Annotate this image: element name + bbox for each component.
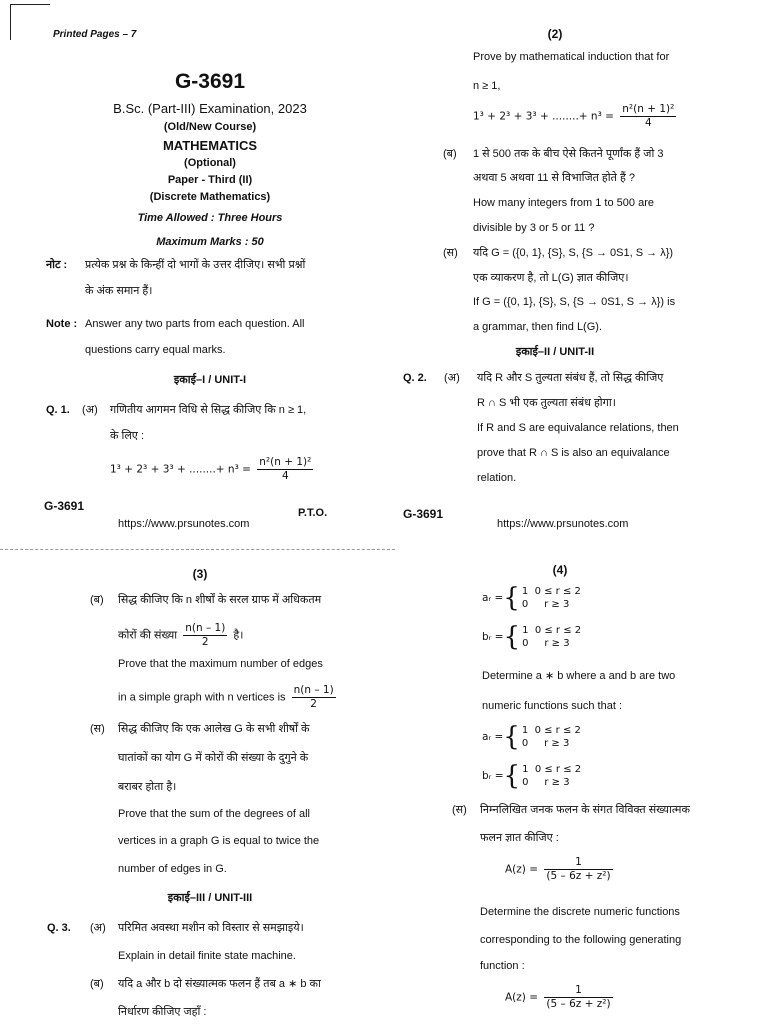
determine-line-1: Determine a ∗ b where a and b are two	[482, 670, 676, 682]
q3b-hindi-line-2: निर्धारण कीजिए जहाँ :	[118, 1006, 207, 1018]
function-b-definition	[482, 763, 581, 789]
maximum-marks: Maximum Marks : 50	[156, 236, 264, 248]
unit-heading: इकाई–I / UNIT-I	[173, 374, 247, 386]
equation-fraction	[257, 456, 313, 483]
note-english-label: Note :	[46, 318, 78, 330]
footer-paper-code: G-3691	[403, 507, 444, 521]
function-b-definition	[482, 624, 581, 650]
part-label: (अ)	[90, 922, 106, 934]
equation-fraction	[620, 103, 676, 130]
fraction-denominator: (5 – 6z + z²)	[546, 870, 611, 882]
part-b-english-line-2	[118, 684, 339, 711]
part-c-hindi-line-3: बराबर होता है।	[118, 781, 177, 793]
fraction-numerator: n²(n + 1)²	[622, 103, 675, 115]
case-1-value: 1	[521, 725, 529, 736]
part-c-hindi-line-1: सिद्ध कीजिए कि एक आलेख G के सभी शीर्षों के	[118, 723, 310, 735]
determine-line-2: numeric functions such that :	[482, 700, 623, 712]
case-1-value: 1	[522, 625, 529, 636]
note-english-line-2: questions carry equal marks.	[85, 344, 226, 356]
q2a-english-line-1: If R and S are equivalance relations, then	[477, 422, 679, 434]
page-number: (2)	[547, 27, 563, 41]
equation-lhs: 1³ + 2³ + 3³ + ........+ n³ =	[110, 463, 251, 476]
footer-paper-code: G-3691	[44, 499, 85, 513]
function-a-label: aᵣ =	[482, 731, 504, 743]
part-label: (ब)	[443, 148, 457, 160]
part-b-hindi-line-1: सिद्ध कीजिए कि n शीर्षों के सरल ग्राफ में अधिकतम	[118, 594, 322, 606]
part-b-english-line-1: Prove that the maximum number of edges	[118, 658, 323, 670]
paper-number: Paper - Third (II)	[167, 174, 253, 186]
case-2-condition: r ≥ 3	[544, 599, 570, 610]
case-brace: {	[503, 583, 520, 613]
part-c-hindi-line-2: घातांकों का योग G में कोरों की संख्या के दुगुने के	[118, 752, 309, 764]
function-a-definition	[482, 724, 581, 750]
case-brace: {	[503, 622, 521, 652]
function-a-definition	[482, 585, 581, 611]
part-b-hindi-line-2	[118, 622, 243, 649]
generating-function-lhs: A(z) =	[505, 991, 539, 1004]
part-label: (अ)	[82, 404, 98, 416]
course-type: (Old/New Course)	[163, 121, 257, 133]
induction-equation	[110, 456, 316, 483]
case-1-condition: 0 ≤ r ≤ 2	[534, 764, 582, 775]
case-2-condition: r ≥ 3	[544, 638, 570, 649]
case-brace: {	[503, 722, 520, 752]
case-1-value: 1	[521, 586, 529, 597]
case-2-condition: r ≥ 3	[544, 738, 570, 749]
note-hindi-line-2: के अंक समान हैं।	[85, 285, 153, 297]
part-label: (स)	[452, 804, 467, 816]
prove-line-2: n ≥ 1,	[473, 80, 501, 92]
case-2-condition: r ≥ 3	[544, 777, 570, 788]
fraction-denominator: 2	[310, 698, 317, 710]
page-number: (4)	[552, 563, 568, 577]
generating-function-fraction	[544, 856, 612, 883]
page-corner-mark	[10, 4, 11, 40]
case-1-condition: 0 ≤ r ≤ 2	[534, 586, 581, 597]
fraction-denominator: 4	[281, 470, 289, 482]
question-text-line-2: के लिए :	[110, 430, 145, 442]
function-b-label: bᵣ =	[482, 631, 504, 643]
unit-heading: इकाई–II / UNIT-II	[515, 346, 595, 358]
q2a-english-line-2: prove that R ∩ S is also an equivalance	[477, 447, 670, 459]
part-b-hindi-end: है।	[233, 629, 244, 642]
piecewise-cases	[522, 585, 581, 611]
note-hindi-line-1: प्रत्येक प्रश्न के किन्हीं दो भागों के उत्तर दीजिए। सभी प्रश्नों	[85, 259, 306, 271]
piecewise-cases	[522, 624, 581, 650]
equation-lhs: 1³ + 2³ + 3³ + ........+ n³ =	[473, 110, 614, 123]
part-label: (ब)	[90, 594, 104, 606]
case-1-condition: 0 ≤ r ≤ 2	[534, 725, 581, 736]
question-label: Q. 2.	[403, 372, 427, 384]
q3a-english: Explain in detail finite state machine.	[118, 950, 296, 962]
note-english-line-1: Answer any two parts from each question. All	[85, 318, 305, 330]
paper-code-title: G-3691	[174, 70, 246, 93]
case-1-value: 1	[522, 764, 529, 775]
part-label: (स)	[90, 723, 105, 735]
max-edges-fraction	[183, 622, 227, 649]
piecewise-cases	[522, 724, 581, 750]
generating-function-lhs: A(z) =	[505, 863, 539, 876]
paper-title: (Discrete Mathematics)	[149, 191, 271, 203]
part-b-hindi-line-1: 1 से 500 तक के बीच ऐसे कितने पूर्णांक हैं जो 3	[473, 148, 664, 160]
part-c-english-line-1: Determine the discrete numeric functions	[480, 906, 680, 918]
generating-function-fraction	[544, 984, 612, 1011]
note-hindi-label: नोट :	[46, 259, 68, 271]
prove-line-1: Prove by mathematical induction that for	[473, 51, 670, 63]
part-label: (स)	[443, 247, 458, 259]
page-corner-mark	[10, 4, 50, 5]
part-c-english-line-3: number of edges in G.	[118, 863, 227, 875]
printed-pages: Printed Pages – 7	[53, 29, 137, 40]
fraction-denominator: 2	[201, 636, 209, 648]
part-b-english-line-2: divisible by 3 or 5 or 11 ?	[473, 222, 595, 234]
part-label: (अ)	[444, 372, 460, 384]
case-2-value: 0	[521, 599, 529, 610]
part-b-english-line-1: How many integers from 1 to 500 are	[473, 197, 654, 209]
pto-label: P.T.O.	[298, 507, 328, 519]
part-c-hindi-line-1: निम्नलिखित जनक फलन के संगत विविक्त संख्यात्मक	[480, 804, 690, 816]
q3a-hindi: परिमित अवस्था मशीन को विस्तार से समझाइये।	[118, 922, 304, 934]
question-label: Q. 3.	[47, 922, 71, 934]
part-label: (ब)	[90, 978, 104, 990]
q2a-hindi-line-1: यदि R और S तुल्यता संबंध हैं, तो सिद्ध कीजिए	[477, 372, 664, 384]
fraction-numerator: n(n – 1)	[293, 684, 334, 696]
induction-equation	[473, 103, 679, 130]
optional-label: (Optional)	[184, 157, 236, 169]
case-1-condition: 0 ≤ r ≤ 2	[534, 625, 582, 636]
part-c-english-line-1: If G = ({0, 1}, {S}, S, {S → 0S1, S → λ}) is	[473, 296, 676, 308]
page-divider	[0, 549, 395, 550]
part-b-hindi-text: कोरों की संख्या	[118, 629, 178, 642]
time-allowed: Time Allowed : Three Hours	[137, 212, 283, 224]
question-label: Q. 1.	[46, 404, 70, 416]
question-text-line-1: गणितीय आगमन विधि से सिद्ध कीजिए कि n ≥ 1,	[110, 404, 307, 416]
part-c-hindi-line-2: एक व्याकरण है, तो L(G) ज्ञात कीजिए।	[473, 272, 629, 284]
part-c-english-line-2: a grammar, then find L(G).	[473, 321, 602, 333]
part-c-english-line-3: function :	[480, 960, 525, 972]
case-2-value: 0	[522, 638, 529, 649]
q2a-hindi-line-2: R ∩ S भी एक तुल्यता संबंध होगा।	[477, 397, 616, 409]
function-b-label: bᵣ =	[482, 770, 504, 782]
part-c-hindi-line-1: यदि G = ({0, 1}, {S}, S, {S → 0S1, S → λ})	[473, 247, 674, 259]
fraction-numerator: 1	[544, 984, 612, 998]
part-c-english-line-1: Prove that the sum of the degrees of all	[118, 808, 311, 820]
subject: MATHEMATICS	[162, 138, 258, 153]
unit-heading: इकाई–III / UNIT-III	[167, 892, 253, 904]
fraction-numerator: 1	[544, 856, 612, 870]
function-a-label: aᵣ =	[482, 592, 504, 604]
q3b-hindi-line-1: यदि a और b दो संख्यात्मक फलन हैं तब a ∗ b का	[118, 978, 321, 990]
fraction-denominator: (5 – 6z + z²)	[546, 998, 611, 1010]
case-2-value: 0	[522, 777, 529, 788]
part-c-english-line-2: vertices in a graph G is equal to twice the	[118, 835, 320, 847]
max-edges-fraction	[292, 684, 336, 711]
fraction-denominator: 4	[644, 117, 652, 129]
part-c-english-line-2: corresponding to the following generating	[480, 934, 682, 946]
footer-url[interactable]: https://www.prsunotes.com	[118, 518, 250, 530]
case-brace: {	[503, 761, 521, 791]
q2a-english-line-3: relation.	[477, 472, 517, 484]
fraction-numerator: n²(n + 1)²	[259, 456, 312, 468]
part-c-hindi-line-2: फलन ज्ञात कीजिए :	[480, 832, 559, 844]
footer-url[interactable]: https://www.prsunotes.com	[497, 518, 629, 530]
part-b-english-text: in a simple graph with n vertices is	[118, 691, 286, 704]
case-2-value: 0	[521, 738, 529, 749]
generating-function	[505, 856, 616, 883]
part-b-hindi-line-2: अथवा 5 अथवा 11 से विभाजित होते हैं ?	[473, 172, 635, 184]
exam-name: B.Sc. (Part-III) Examination, 2023	[113, 101, 307, 116]
generating-function	[505, 984, 616, 1011]
fraction-numerator: n(n – 1)	[185, 622, 226, 634]
page-number: (3)	[192, 567, 208, 581]
piecewise-cases	[522, 763, 581, 789]
